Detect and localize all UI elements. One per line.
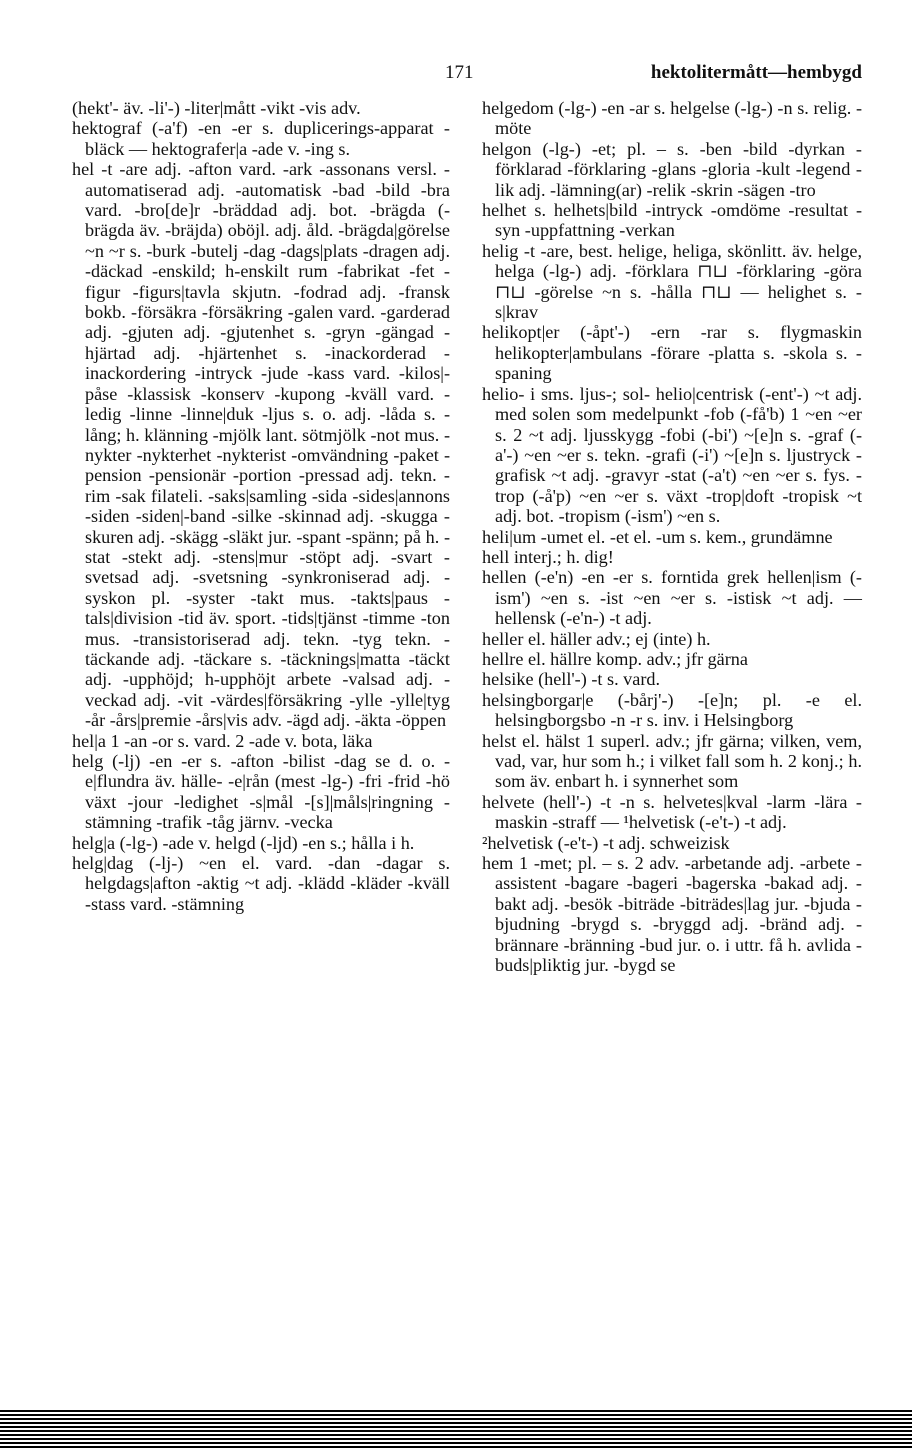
left-column: [72, 98, 450, 914]
dictionary-entry: hektograf (-a'f) -en -er s. duplicerings-apparat -bläck — hektografer|a -ade v. -ing s.: [72, 118, 450, 159]
dictionary-entry: hel|a 1 -an -or s. vard. 2 -ade v. bota, läka: [72, 730, 373, 751]
dictionary-entry: helsingborgar|e (-bårj'-) -[e]n; pl. -e el. helsingborgsbo -n -r s. inv. i Helsingborg: [482, 689, 862, 731]
dictionary-entry: hell interj.; h. dig!: [482, 546, 614, 567]
dictionary-entry: helikopt|er (-åpt'-) -ern -rar s. flygmaskin helikopter|ambulans -förare -platta s. -skola s. -spaning: [482, 322, 862, 384]
dictionary-entry: hem 1 -met; pl. – s. 2 adv. -arbetande adj. -arbete -assistent -bagare -bageri -bagerska -bakad adj. -bakt adj. -besök -biträde -biträdes|lag jur. -bjuda -bjudning -brygd s. -bryggd adj. -bränd adj. -brännare -bränning -bud jur. o. i uttr. få h. avlida -buds|pliktig jur. -bygd se: [482, 853, 862, 976]
dictionary-entry: ²helvetisk (-e't-) -t adj. schweizisk: [482, 832, 730, 853]
dictionary-entry: hellen (-e'n) -en -er s. forntida grek hellen|ism (-ism') ~en s. -ist ~en ~er s. -istisk ~t adj. — hellensk (-e'n-) -t adj.: [482, 567, 862, 629]
dictionary-entry: helvete (hell'-) -t -n s. helvetes|kval -larm -lära -maskin -straff — ¹helvetisk (-e't-) -t adj.: [482, 791, 862, 833]
dictionary-entry: helio- i sms. ljus-; sol- helio|centrisk (-ent'-) ~t adj. med solen som medelpunkt -fob (-få'b) 1 ~en ~er s. 2 ~t adj. ljusskygg -fobi (-bi') ~[e]n s. -graf (-a'-) ~en ~er s. tekn. -grafi (-i') ~[e]n s. ljustryck -grafisk ~t adj. -gravyr -stat (-a't) ~en ~er s. fys. -trop (-å'p) ~en ~er s. växt -trop|doft -tropisk ~t adj. bot. -tropism (-ism') ~en s.: [482, 383, 862, 527]
dictionary-entry: helhet s. helhets|bild -intryck -omdöme -resultat -syn -uppfattning -verkan: [482, 200, 862, 241]
page-header: [0, 62, 912, 88]
running-head: hektolitermått—hembygd: [650, 62, 862, 83]
dictionary-entry: hellre el. hällre komp. adv.; jfr gärna: [482, 648, 748, 669]
dictionary-entry: helig -t -are, best. helige, heliga, skönlitt. äv. helge, helga (-lg-) adj. -förklara ⊓⊔ -förklaring -göra ⊓⊔ -görelse ~n s. -hålla ⊓⊔ — helighet s. -s|krav: [482, 240, 862, 323]
dictionary-entry: helst el. hälst 1 superl. adv.; jfr gärna; vilken, vem, vad, var, hur som h.; i vilket fall som h. 2 konj.; h. som äv. enbart h. i synnerhet som: [482, 730, 862, 792]
dictionary-entry: helg|dag (-lj-) ~en el. vard. -dan -dagar s. helgdags|afton -aktig ~t adj. -klädd -kläder -kväll -stass vard. -stämning: [72, 853, 450, 914]
dictionary-entry: helg|a (-lg-) -ade v. helgd (-ljd) -en s.; hålla i h.: [72, 832, 415, 853]
dictionary-entry: helsike (hell'-) -t s. vard.: [482, 669, 661, 690]
dictionary-entry: hel -t -are adj. -afton vard. -ark -assonans versl. -automatiserad adj. -automatisk -bad -bild -bra vard. -bro[de]r -bräddad adj. bot. -brägda (-brägda äv. -bräjda) oböjl. adj. åld. -brägda|görelse ~n ~r s. -burk -butelj -dag -dags|plats -dragen adj. -däckad -enskild; h-enskilt rum -fabrikat -fet -figur -figurs|tavla skjutn. -fodrad adj. -fransk bokb. -försäkra -försäkring -galen vard. -garderad adj. -gjuten adj. -gjutenhet s. -gryn -gängad -hjärtad adj. -hjärtenhet s. -inackorderad -inackordering -intryck -jude -kass vard. -kilos|-påse -klassisk -konserv -kupong -kväll vard. -ledig -linne -linne|duk -ljus s. o. adj. -låda s. -lång; h. klänning -mjölk lant. sötmjölk -not mus. -nykter -nykterhet -nykterist -omvändning -paket -pension -pensionär -portion -pressad adj. tekn. -rim -sak filateli. -saks|samling -sida -sides|annons -siden -siden|-band -silke -skinnad adj. -skugga -skuren adj. -skägg -släkt jur. -spant -spänn; på h. -stat -stekt adj. -stens|mur -stöpt adj. -svart -svetsad adj. -svetsning -synkroniserad adj. -syskon pl. -syster -takt mus. -takts|paus -tals|division -tid äv. sport. -tids|tjänst -timme -ton mus. -transistoriserad adj. tekn. -tyg tekn. -täckande adj. -täckare s. -täcknings|matta -täckt adj. -upphöjd; h-upphöjt arbete -valsad adj. -veckad adj. -vit -värdes|försäkring -ylle -ylle|tyg -år -års|premie -års|vis adv. -ägd adj. -äkta -öppen: [72, 159, 450, 731]
dictionary-entry: helg (-lj) -en -er s. -afton -bilist -dag se d. o. -e|flundra äv. hälle- -e|rån (mest -lg-) -fri -frid -hö växt -jour -ledighet -s|mål -[s]|måls|ringning -stämning -trafik -tåg järnv. -vecka: [72, 751, 450, 833]
page-number: 171: [445, 62, 474, 83]
dictionary-entry: (hekt'- äv. -li'-) -liter|mått -vikt -vis adv.: [72, 98, 361, 118]
dictionary-entry: heli|um -umet el. -et el. -um s. kem., grundämne: [482, 526, 833, 547]
dictionary-entry: helgon (-lg-) -et; pl. – s. -ben -bild -dyrkan -förklarad -förklaring -glans -gloria -kult -legend -lik adj. -lämning(ar) -relik -skrin -sägen -tro: [482, 138, 862, 200]
dictionary-entry: heller el. häller adv.; ej (inte) h.: [482, 628, 711, 649]
scan-margin: [0, 1400, 912, 1408]
right-column: [482, 98, 862, 975]
dictionary-entry: helgedom (-lg-) -en -ar s. helgelse (-lg-) -n s. relig. -möte: [482, 98, 862, 139]
scan-edge-stripes: [0, 1408, 912, 1448]
